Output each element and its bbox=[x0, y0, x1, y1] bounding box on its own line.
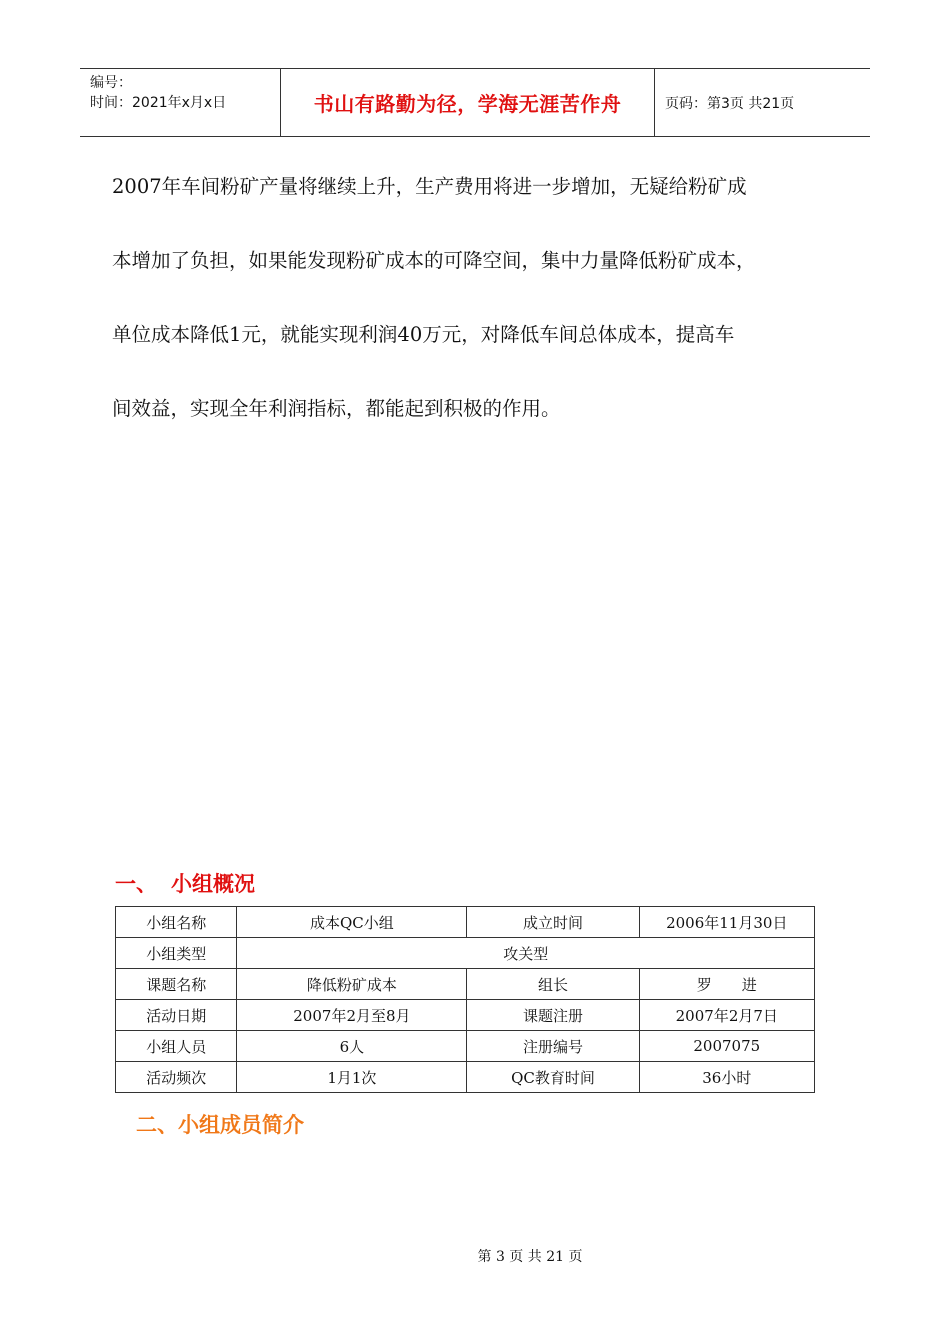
table-cell: 小组类型 bbox=[116, 938, 237, 969]
table-cell: 降低粉矿成本 bbox=[237, 969, 467, 1000]
header-meta bbox=[80, 69, 280, 136]
table-cell: 活动日期 bbox=[116, 1000, 237, 1031]
section-number: 一、 bbox=[115, 872, 157, 896]
page-header bbox=[80, 68, 870, 137]
table-cell: 课题名称 bbox=[116, 969, 237, 1000]
header-page-info: 页码：第3页 共21页 bbox=[665, 95, 795, 112]
table-row bbox=[116, 969, 815, 1000]
table-row bbox=[116, 907, 815, 938]
header-divider bbox=[654, 69, 655, 136]
table-row bbox=[116, 1062, 815, 1093]
table-cell: 课题注册 bbox=[467, 1000, 639, 1031]
paragraph-line: 间效益，实现全年利润指标，都能起到积极的作用。 bbox=[112, 397, 561, 420]
header-motto: 书山有路勤为径，学海无涯苦作舟 bbox=[313, 92, 622, 116]
table-cell: 2007075 bbox=[639, 1031, 814, 1062]
table-cell: 攻关型 bbox=[237, 938, 815, 969]
group-info-table bbox=[115, 906, 815, 1093]
time-label: 时间：2021年x月x日 bbox=[90, 95, 227, 111]
table-cell: 成本QC小组 bbox=[237, 907, 467, 938]
table-cell: 注册编号 bbox=[467, 1031, 639, 1062]
table-cell: 活动频次 bbox=[116, 1062, 237, 1093]
table-cell: 2007年2月至8月 bbox=[237, 1000, 467, 1031]
table-cell: 1月1次 bbox=[237, 1062, 467, 1093]
paragraph-line: 单位成本降低1元，就能实现利润40万元，对降低车间总体成本，提高车 bbox=[112, 323, 735, 346]
table-cell: 小组名称 bbox=[116, 907, 237, 938]
table-row bbox=[116, 1031, 815, 1062]
page-footer: 第 3 页 共 21 页 bbox=[477, 1249, 583, 1265]
table-cell: 2007年2月7日 bbox=[639, 1000, 814, 1031]
section-title: 小组概况 bbox=[171, 872, 255, 896]
table-cell: 36小时 bbox=[639, 1062, 814, 1093]
section-heading-members: 二、小组成员简介 bbox=[136, 1113, 304, 1137]
table-cell: 小组人员 bbox=[116, 1031, 237, 1062]
table-row bbox=[116, 938, 815, 969]
table-cell: 成立时间 bbox=[467, 907, 639, 938]
body-paragraph bbox=[112, 150, 864, 446]
section-heading-overview bbox=[115, 868, 255, 898]
paragraph-line: 2007年车间粉矿产量将继续上升，生产费用将进一步增加，无疑给粉矿成 bbox=[112, 175, 747, 198]
table-cell: QC教育时间 bbox=[467, 1062, 639, 1093]
paragraph-line: 本增加了负担，如果能发现粉矿成本的可降空间，集中力量降低粉矿成本， bbox=[112, 249, 756, 272]
table-row bbox=[116, 1000, 815, 1031]
table-cell: 6人 bbox=[237, 1031, 467, 1062]
table-cell: 罗 进 bbox=[639, 969, 814, 1000]
table-cell: 组长 bbox=[467, 969, 639, 1000]
table-cell: 2006年11月30日 bbox=[639, 907, 814, 938]
code-label: 编号： bbox=[90, 75, 132, 91]
